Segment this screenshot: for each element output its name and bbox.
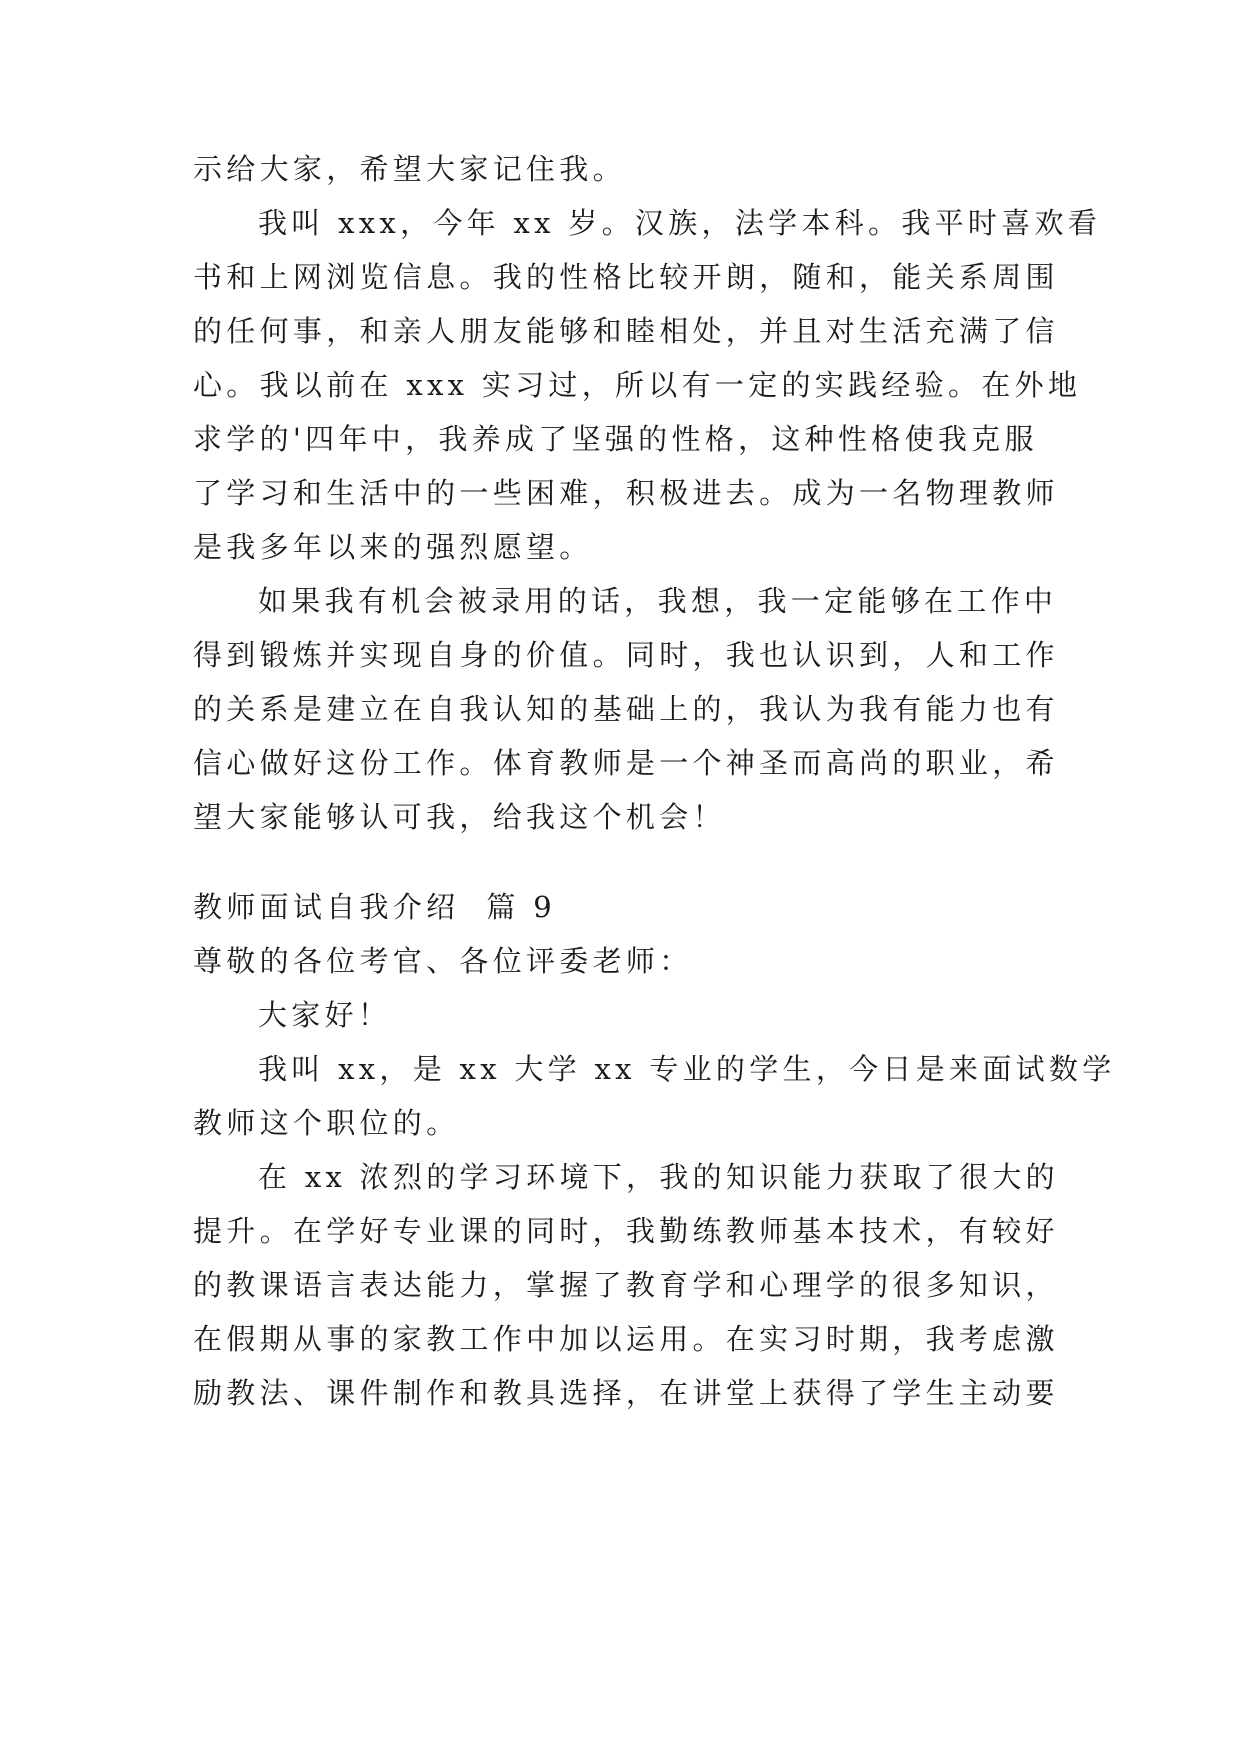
greeting: 大家好！ (258, 998, 392, 1032)
paragraph-line: 我叫 xx，是 xx 大学 xx 专业的学生，今日是来面试数学 (258, 1052, 1116, 1086)
paragraph-line: 的任何事，和亲人朋友能够和睦相处，并且对生活充满了信 (193, 314, 1059, 348)
paragraph-line: 得到锻炼并实现自身的价值。同时，我也认识到，人和工作 (193, 638, 1059, 672)
salutation: 尊敬的各位考官、各位评委老师： (193, 944, 693, 978)
paragraph-line: 望大家能够认可我，给我这个机会！ (193, 800, 726, 834)
paragraph-line: 的教课语言表达能力，掌握了教育学和心理学的很多知识， (193, 1268, 1059, 1302)
paragraph-line: 如果我有机会被录用的话，我想，我一定能够在工作中 (258, 584, 1058, 618)
paragraph-line: 的关系是建立在自我认知的基础上的，我认为我有能力也有 (193, 692, 1059, 726)
paragraph-line: 求学的'四年中，我养成了坚强的性格，这种性格使我克服 (193, 422, 1038, 456)
paragraph-line: 信心做好这份工作。体育教师是一个神圣而高尚的职业，希 (193, 746, 1059, 780)
paragraph-line: 在假期从事的家教工作中加以运用。在实习时期，我考虑激 (193, 1322, 1059, 1356)
paragraph-line: 在 xx 浓烈的学习环境下，我的知识能力获取了很大的 (258, 1160, 1059, 1194)
paragraph-line: 励教法、课件制作和教具选择，在讲堂上获得了学生主动要 (193, 1376, 1059, 1410)
paragraph-line: 是我多年以来的强烈愿望。 (193, 530, 593, 564)
paragraph-line: 心。我以前在 xxx 实习过，所以有一定的实践经验。在外地 (193, 368, 1082, 402)
continuation-line: 示给大家，希望大家记住我。 (193, 152, 626, 186)
section-heading: 教师面试自我介绍 篇 9 (193, 890, 557, 924)
paragraph-line: 书和上网浏览信息。我的性格比较开朗，随和，能关系周围 (193, 260, 1059, 294)
paragraph-line: 提升。在学好专业课的同时，我勤练教师基本技术，有较好 (193, 1214, 1059, 1248)
paragraph-line: 教师这个职位的。 (193, 1106, 460, 1140)
paragraph-line: 我叫 xxx，今年 xx 岁。汉族，法学本科。我平时喜欢看 (258, 206, 1102, 240)
paragraph-line: 了学习和生活中的一些困难，积极进去。成为一名物理教师 (193, 476, 1059, 510)
